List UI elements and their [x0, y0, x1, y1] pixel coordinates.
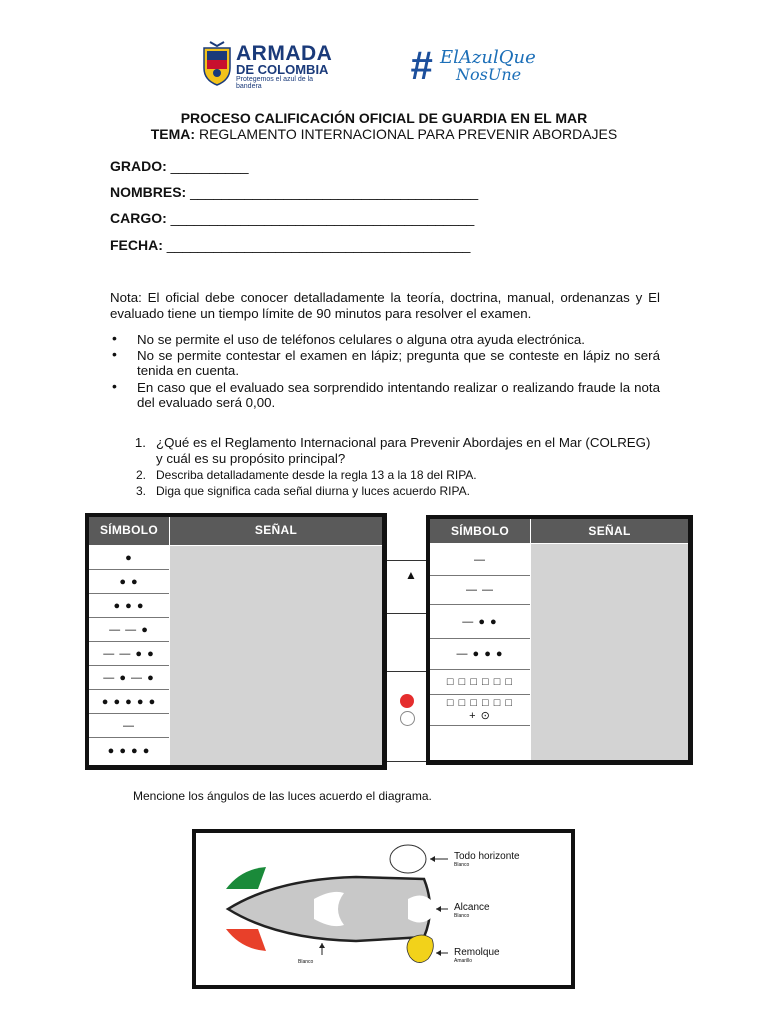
signals-table-right	[426, 515, 693, 765]
label-range: Alcance	[454, 902, 490, 913]
red-sector-icon	[226, 929, 266, 951]
label-towing-sub: Amarillo	[454, 958, 473, 964]
symbol-cell: ● ● ●	[89, 594, 169, 618]
green-sector-icon	[226, 867, 266, 889]
question-number: 1.	[134, 435, 146, 450]
field-blank: _______________________________________	[166, 237, 471, 253]
symbol-cell: ● ● ● ●	[107, 745, 151, 757]
armada-emblem-icon	[200, 40, 234, 86]
field-blank: __________	[170, 158, 249, 174]
armada-motto: Protegemos el azul de la bandera	[236, 76, 314, 90]
all-round-light-icon	[390, 845, 426, 873]
symbol-cell: ● ●	[89, 570, 169, 594]
field-label: NOMBRES:	[110, 184, 187, 200]
question-text: ¿Qué es el Reglamento Internacional para Prevenir Abordajes en el Mar (COLREG) y cuál es su propósito principal?	[156, 435, 651, 466]
field-label: FECHA:	[110, 237, 163, 253]
field-label: GRADO:	[110, 158, 167, 174]
rule-item: • En caso que el evaluado sea sorprendido intentando realizar o realizando fraude la nota del evaluado será 0,00.	[110, 380, 660, 411]
question-number: 3.	[135, 484, 146, 498]
signal-answer-column[interactable]	[170, 546, 382, 765]
field-nombres[interactable]	[110, 184, 478, 200]
tema-label: TEMA:	[150, 126, 196, 142]
field-cargo[interactable]	[110, 210, 474, 226]
symbol-cell: □ □ □ □ □ □	[430, 670, 530, 695]
slogan-hash: #	[410, 44, 433, 88]
label-all-round-sub: Blanco	[454, 862, 470, 868]
diagram-prompt: Mencione los ángulos de las luces acuerdo el diagrama.	[133, 789, 432, 803]
rule-item: • No se permite contestar el examen en lápiz; pregunta que se conteste en lápiz no será tenida en cuenta.	[110, 348, 660, 379]
rules-list	[110, 332, 660, 411]
slogan-line-1: ElAzulQue	[440, 47, 536, 68]
red-light-icon	[400, 694, 414, 708]
symbol-cell: — ● ● ●	[430, 639, 530, 670]
field-label: CARGO:	[110, 210, 167, 226]
slogan-logo	[410, 44, 545, 90]
question-text: Describa detalladamente desde la regla 13 a la 18 del RIPA.	[156, 468, 477, 482]
armada-country: DE COLOMBIA	[236, 62, 329, 77]
table-header-signal: SEÑAL	[531, 519, 688, 543]
symbol-cell: —	[89, 714, 169, 738]
label-range-sub: Blanco	[454, 913, 470, 919]
symbol-cell: — — ●	[89, 618, 169, 642]
question-number: 2.	[135, 468, 146, 482]
symbol-cell: ●	[89, 546, 169, 570]
symbol-flags: □ □ □ □ □ □	[446, 697, 514, 709]
field-grado[interactable]	[110, 158, 249, 174]
symbol-extra: + ⊙	[469, 710, 491, 722]
tema-text: REGLAMENTO INTERNACIONAL PARA PREVENIR ABORDAJES	[198, 126, 618, 142]
exam-note: Nota: El oficial debe conocer detalladamente la teoría, doctrina, manual, ordenanzas y El evaluado tiene un tiempo límite de 90 minutos para resolver el examen.	[110, 290, 660, 321]
label-towing: Remolque	[454, 947, 500, 958]
stern-sector-icon	[408, 895, 434, 922]
symbol-cell: — ● — ●	[89, 666, 169, 690]
field-fecha[interactable]	[110, 237, 470, 253]
label-bottom: Blanco	[298, 959, 314, 965]
symbol-cell: — — ● ●	[89, 642, 169, 666]
triangle-icon: ▲	[405, 568, 417, 582]
rule-item: • No se permite el uso de teléfonos celulares o alguna otra ayuda electrónica.	[110, 332, 660, 348]
towing-light-icon	[407, 935, 433, 963]
lights-diagram	[192, 829, 575, 989]
field-blank: _____________________________________	[190, 184, 479, 200]
table-header-symbol: SÍMBOLO	[430, 519, 530, 543]
symbol-cell-empty	[430, 726, 530, 760]
table-header-signal: SEÑAL	[170, 517, 382, 545]
white-light-icon	[400, 711, 415, 726]
question-list	[0, 435, 768, 498]
symbol-cell: — —	[430, 576, 530, 605]
table-header-symbol: SÍMBOLO	[89, 517, 169, 545]
symbol-cell: — ● ●	[430, 605, 530, 639]
document-title: PROCESO CALIFICACIÓN OFICIAL DE GUARDIA EN EL MAR	[180, 110, 588, 126]
label-all-round: Todo horizonte	[454, 851, 520, 862]
question-text: Diga que significa cada señal diurna y luces acuerdo RIPA.	[156, 484, 470, 498]
symbol-cell	[430, 695, 530, 726]
signals-table-left	[85, 513, 387, 770]
armada-name: ARMADA	[236, 42, 333, 65]
field-blank: _______________________________________	[170, 210, 475, 226]
signal-answer-column[interactable]	[531, 544, 688, 760]
symbol-cell: ● ● ● ● ●	[89, 690, 169, 714]
slogan-line-2: NosUne	[456, 65, 522, 84]
document-subtitle	[0, 126, 768, 142]
symbol-cell: —	[430, 544, 530, 576]
armada-logo	[200, 40, 340, 88]
